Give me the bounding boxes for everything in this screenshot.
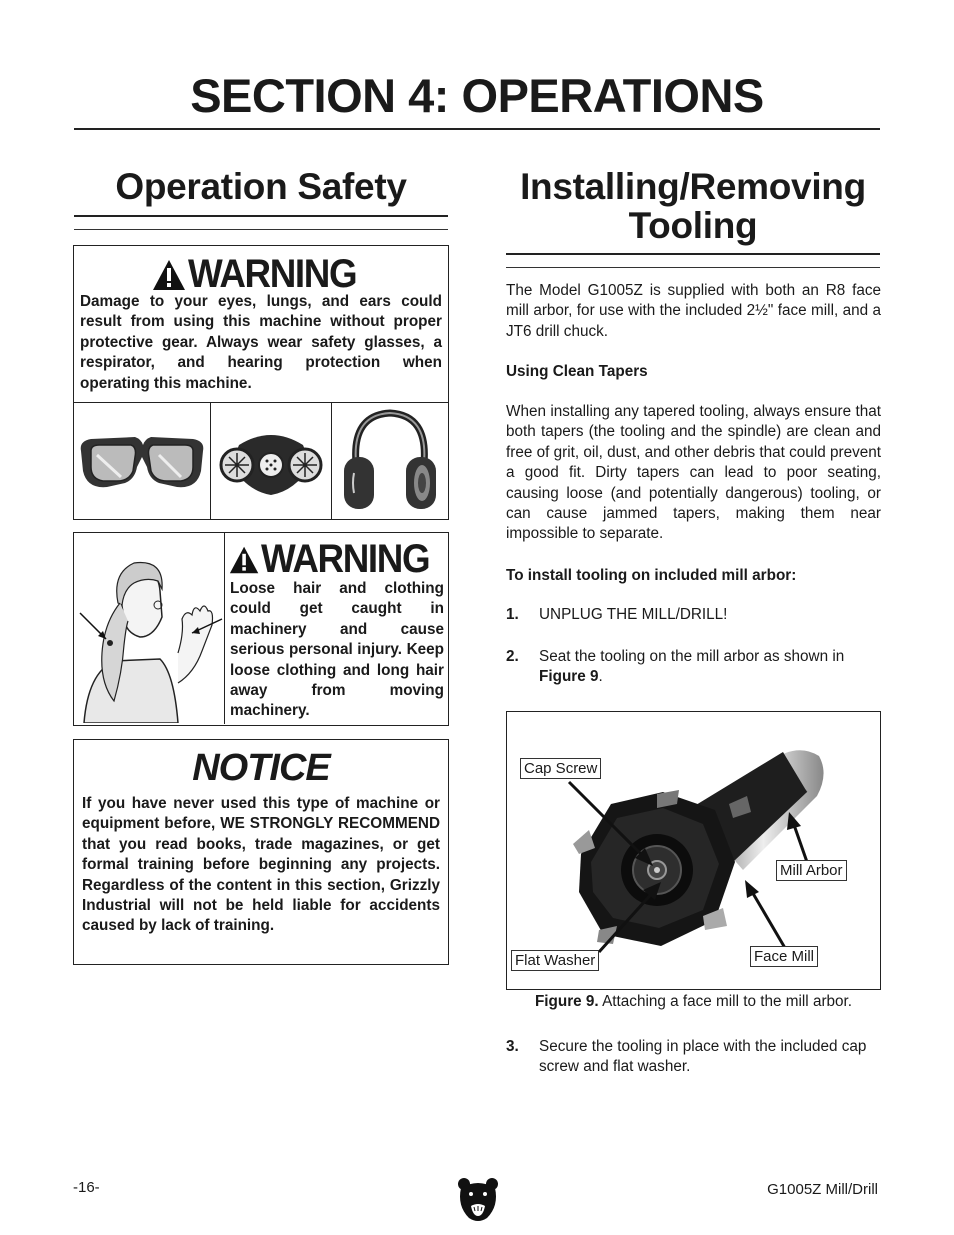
- ppe-icon-row: [74, 402, 448, 519]
- section-title: SECTION 4: OPERATIONS: [190, 69, 764, 122]
- notice-box: [73, 739, 449, 965]
- clean-tapers-paragraph: When installing any tapered tooling, always ensure that both tapers (the tooling and the spindle) are clean and free of grit, oil, dust, and other debris that could prevent a good fit. Dirty tapers can lead to poor seating, causing loose (and potentially dangerous) tooling, or can cause jammed tapers, making them near impossible to separate.: [506, 403, 881, 543]
- figure-9: [506, 711, 881, 990]
- safety-glasses-icon: [74, 403, 211, 519]
- ppe-warning-box: [73, 245, 449, 520]
- page-number: -16-: [73, 1179, 100, 1196]
- installing-tooling-heading: [506, 167, 880, 245]
- notice-label: NOTICE: [192, 747, 330, 789]
- step-number: 2.: [506, 648, 519, 665]
- grizzly-bear-logo: [457, 1176, 499, 1229]
- notice-text: If you have never used this type of machine or equipment before, WE STRONGLY RECOMMEND that you read books, trade magazines, or get formal training before beginning any projects. Regardless of the content in this section, Grizzly Industrial will not be held liable for accidents caused by lack of training.: [82, 795, 440, 935]
- cap-screw-callout: Cap Screw: [520, 758, 601, 779]
- heading-rule-thin: [506, 267, 880, 268]
- title-rule: [74, 128, 880, 130]
- step-2: [506, 647, 881, 689]
- heading-rule: [74, 215, 448, 217]
- step-text: Secure the tooling in place with the included cap screw and flat washer.: [539, 1038, 867, 1076]
- step-number: 1.: [506, 606, 519, 623]
- loose-hair-warning-text: Loose hair and clothing could get caught in machinery and cause serious personal injury. Keep loose clothing and long hair away from moving machinery.: [230, 580, 444, 720]
- step-text: UNPLUG THE MILL/DRILL!: [539, 606, 728, 623]
- intro-paragraph: The Model G1005Z is supplied with both an R8 face mill arbor, for use with the included 2½" face mill, and a JT6 drill chuck.: [506, 282, 881, 340]
- caption-text: Attaching a face mill to the mill arbor.: [598, 993, 853, 1010]
- clean-tapers-subheading: Using Clean Tapers: [506, 363, 648, 380]
- heading-rule: [506, 253, 880, 255]
- ear-muffs-icon: [332, 403, 448, 519]
- step-1: [506, 605, 881, 627]
- step-text: Seat the tooling on the mill arbor as shown in: [539, 648, 845, 665]
- face-mill-callout: Face Mill: [750, 946, 818, 967]
- caption-label: Figure 9.: [534, 993, 599, 1010]
- face-mill-photo: [507, 712, 881, 990]
- person-long-hair-icon: [74, 533, 225, 724]
- respirator-icon: [211, 403, 332, 519]
- warning-header: [229, 537, 444, 582]
- figure-caption: [506, 993, 881, 1011]
- step-text-wrap: [539, 647, 881, 688]
- step-number: 3.: [506, 1038, 519, 1055]
- warning-triangle-icon: [152, 259, 186, 291]
- procedure-heading: To install tooling on included mill arbor:: [506, 567, 797, 584]
- flat-washer-callout: Flat Washer: [511, 950, 599, 971]
- warning-triangle-icon: [229, 544, 259, 576]
- warning-header: [74, 252, 448, 297]
- warning-label: WARNING: [261, 537, 430, 581]
- figure-reference: Figure 9: [539, 668, 599, 686]
- heading-line-1: Installing/Removing: [520, 166, 866, 207]
- step-3: [506, 1037, 881, 1079]
- heading-line-2: Tooling: [628, 205, 758, 246]
- model-name: G1005Z Mill/Drill: [767, 1181, 878, 1198]
- mill-arbor-callout: Mill Arbor: [776, 860, 847, 881]
- warning-label: WARNING: [187, 252, 356, 296]
- loose-hair-warning-box: [73, 532, 449, 726]
- heading-rule-thin: [74, 229, 448, 230]
- ppe-warning-text: Damage to your eyes, lungs, and ears could result from using this machine without proper protective gear. Always wear safety glasses, a respirator, and hearing protection when operating this machine.: [80, 293, 442, 392]
- step-text-tail: .: [598, 668, 603, 686]
- operation-safety-heading: Operation Safety: [115, 166, 407, 207]
